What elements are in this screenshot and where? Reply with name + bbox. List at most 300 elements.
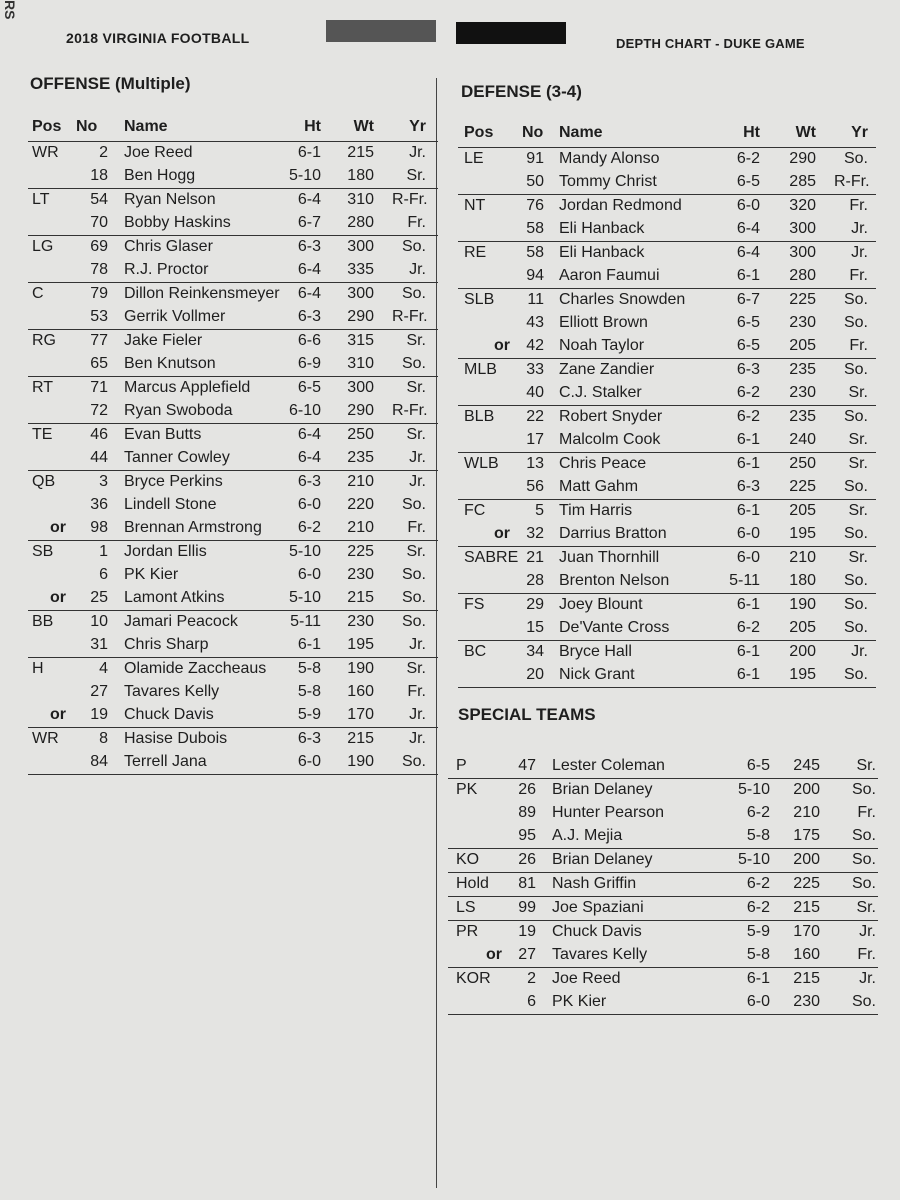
player-weight: 190 (789, 596, 816, 613)
roster-row (458, 148, 876, 171)
player-weight: 215 (347, 144, 374, 161)
player-weight: 300 (347, 238, 374, 255)
player-name: Eli Hanback (559, 220, 645, 237)
player-name: Olamide Zaccheaus (124, 660, 267, 677)
player-year: So. (843, 150, 868, 167)
jersey-number: 69 (90, 238, 108, 255)
roster-row (28, 377, 438, 400)
player-name: Bobby Haskins (124, 214, 231, 231)
jersey-number: 19 (90, 706, 108, 723)
column-header-pos: Pos (32, 118, 62, 135)
jersey-number: 72 (90, 402, 108, 419)
jersey-number: 8 (99, 730, 108, 747)
column-header-row (458, 124, 876, 148)
player-weight: 205 (789, 502, 816, 519)
player-height: 6-0 (297, 496, 321, 513)
player-name: Lindell Stone (124, 496, 217, 513)
player-name: Evan Butts (124, 426, 202, 443)
player-name: Brian Delaney (552, 851, 653, 868)
jersey-number: 28 (526, 572, 544, 589)
player-height: 6-1 (297, 636, 321, 653)
player-weight: 290 (347, 402, 374, 419)
jersey-number: 11 (527, 291, 544, 308)
jersey-number: 36 (90, 496, 108, 513)
player-weight: 190 (347, 753, 374, 770)
roster-row (448, 873, 878, 897)
column-header-ht: Ht (304, 118, 321, 135)
player-year: So. (843, 291, 868, 308)
player-name: Brennan Armstrong (124, 519, 262, 536)
jersey-number: 81 (518, 875, 536, 892)
player-weight: 300 (347, 379, 374, 396)
player-weight: 230 (347, 566, 374, 583)
player-weight: 235 (789, 408, 816, 425)
player-weight: 210 (789, 549, 816, 566)
player-year: Jr. (409, 261, 426, 278)
roster-row (28, 564, 438, 587)
player-name: Tommy Christ (559, 173, 657, 190)
column-header-wt: Wt (795, 124, 816, 141)
player-weight: 225 (793, 875, 820, 892)
player-height: 6-4 (297, 261, 321, 278)
player-year: Fr. (857, 946, 876, 963)
jersey-number: 98 (90, 519, 108, 536)
player-year: So. (401, 589, 426, 606)
player-height: 5-8 (746, 827, 770, 844)
jersey-number: 18 (90, 167, 108, 184)
document-subtitle: DEPTH CHART - DUKE GAME (616, 36, 805, 51)
roster-row (448, 897, 878, 921)
roster-row (458, 476, 876, 500)
roster-row (28, 283, 438, 306)
player-height: 5-10 (288, 589, 321, 606)
player-year: So. (843, 361, 868, 378)
player-height: 6-4 (297, 285, 321, 302)
player-height: 6-3 (297, 308, 321, 325)
position-label: BC (464, 643, 487, 660)
player-name: Tavares Kelly (552, 946, 648, 963)
player-height: 6-5 (736, 337, 760, 354)
player-weight: 215 (347, 589, 374, 606)
alternate-marker: or (50, 589, 66, 606)
jersey-number: 1 (99, 543, 108, 560)
player-year: Sr. (856, 757, 876, 774)
jersey-number: 95 (518, 827, 536, 844)
roster-row (28, 751, 438, 775)
jersey-number: 29 (526, 596, 544, 613)
player-height: 6-5 (297, 379, 321, 396)
player-weight: 230 (347, 613, 374, 630)
player-height: 5-8 (746, 946, 770, 963)
player-name: Noah Taylor (559, 337, 645, 354)
player-weight: 240 (789, 431, 816, 448)
position-label: Hold (456, 875, 489, 892)
roster-row (458, 335, 876, 359)
column-header-no: No (522, 124, 544, 141)
player-weight: 215 (793, 970, 820, 987)
player-year: Fr. (849, 197, 868, 214)
redaction-box (326, 20, 436, 42)
player-weight: 210 (793, 804, 820, 821)
player-year: Jr. (409, 706, 426, 723)
alternate-marker: or (494, 337, 510, 354)
player-year: Fr. (407, 214, 426, 231)
column-header-name: Name (124, 118, 168, 135)
player-year: So. (843, 666, 868, 683)
position-label: TE (32, 426, 53, 443)
alternate-marker: or (50, 519, 66, 536)
player-year: So. (401, 496, 426, 513)
player-height: 6-4 (736, 220, 760, 237)
player-year: So. (851, 875, 876, 892)
player-weight: 315 (347, 332, 374, 349)
player-year: Sr. (406, 426, 426, 443)
position-label: BB (32, 613, 54, 630)
player-name: Bryce Hall (559, 643, 632, 660)
player-weight: 215 (793, 899, 820, 916)
position-label: WLB (464, 455, 499, 472)
jersey-number: 13 (526, 455, 544, 472)
special-teams-title: SPECIAL TEAMS (458, 705, 596, 724)
player-name: Chris Peace (559, 455, 647, 472)
player-name: Hasise Dubois (124, 730, 228, 747)
player-year: Sr. (406, 332, 426, 349)
player-name: Ben Hogg (124, 167, 196, 184)
player-name: Marcus Applefield (124, 379, 251, 396)
player-year: Jr. (409, 636, 426, 653)
roster-row (28, 424, 438, 447)
player-weight: 250 (789, 455, 816, 472)
roster-row (28, 728, 438, 751)
position-label: PK (456, 781, 478, 798)
player-name: Jordan Redmond (559, 197, 682, 214)
roster-row (28, 494, 438, 517)
player-name: Terrell Jana (124, 753, 207, 770)
player-year: Sr. (848, 549, 868, 566)
player-name: Aaron Faumui (559, 267, 660, 284)
player-weight: 245 (793, 757, 820, 774)
player-height: 6-1 (297, 144, 321, 161)
jersey-number: 20 (526, 666, 544, 683)
player-year: R-Fr. (392, 191, 428, 208)
jersey-number: 6 (99, 566, 108, 583)
position-label: LG (32, 238, 54, 255)
player-year: Sr. (848, 431, 868, 448)
player-height: 5-9 (746, 923, 770, 940)
player-height: 6-3 (736, 361, 760, 378)
column-header-pos: Pos (464, 124, 494, 141)
player-height: 6-5 (746, 757, 770, 774)
jersey-number: 31 (90, 636, 108, 653)
column-header-yr: Yr (409, 118, 426, 135)
player-height: 6-0 (746, 993, 770, 1010)
column-header-ht: Ht (743, 124, 760, 141)
player-weight: 250 (347, 426, 374, 443)
player-year: So. (401, 613, 426, 630)
player-height: 6-3 (297, 730, 321, 747)
player-year: Jr. (859, 923, 876, 940)
position-label: WR (32, 730, 59, 747)
player-height: 6-7 (297, 214, 321, 231)
column-header-yr: Yr (851, 124, 868, 141)
jersey-number: 58 (526, 244, 544, 261)
player-height: 6-0 (736, 549, 760, 566)
player-height: 6-5 (736, 173, 760, 190)
player-height: 5-11 (729, 572, 760, 589)
roster-row (458, 382, 876, 406)
player-name: Tanner Cowley (124, 449, 230, 466)
player-height: 5-8 (297, 683, 321, 700)
player-weight: 170 (793, 923, 820, 940)
player-year: So. (851, 993, 876, 1010)
player-height: 6-0 (736, 197, 760, 214)
player-weight: 195 (789, 666, 816, 683)
offense-title: OFFENSE (Multiple) (30, 74, 191, 93)
player-weight: 200 (789, 643, 816, 660)
position-label: FC (464, 502, 486, 519)
roster-row (28, 681, 438, 704)
player-weight: 220 (347, 496, 374, 513)
offense-table (28, 118, 438, 775)
player-weight: 210 (347, 519, 374, 536)
player-height: 5-10 (737, 781, 770, 798)
jersey-number: 22 (526, 408, 544, 425)
roster-row (448, 921, 878, 944)
player-name: Robert Snyder (559, 408, 663, 425)
player-name: Matt Gahm (559, 478, 639, 495)
roster-row (458, 242, 876, 265)
jersey-number: 2 (99, 144, 108, 161)
player-weight: 280 (347, 214, 374, 231)
player-height: 6-1 (736, 267, 760, 284)
player-height: 5-10 (737, 851, 770, 868)
player-height: 6-1 (736, 596, 760, 613)
player-height: 6-3 (736, 478, 760, 495)
jersey-number: 77 (90, 332, 108, 349)
redaction-box (456, 22, 566, 44)
roster-row (458, 195, 876, 218)
roster-row (28, 259, 438, 283)
player-weight: 160 (347, 683, 374, 700)
player-height: 6-0 (297, 753, 321, 770)
player-height: 6-2 (746, 899, 770, 916)
jersey-number: 40 (526, 384, 544, 401)
jersey-number: 27 (90, 683, 108, 700)
player-weight: 230 (789, 384, 816, 401)
player-height: 6-0 (297, 566, 321, 583)
roster-row (458, 359, 876, 382)
player-name: Lester Coleman (552, 757, 665, 774)
player-name: Jordan Ellis (124, 543, 207, 560)
corner-text: RS (2, 0, 18, 20)
position-label: KOR (456, 970, 491, 987)
player-height: 5-8 (297, 660, 321, 677)
roster-row (458, 594, 876, 617)
alternate-marker: or (50, 706, 66, 723)
player-year: So. (843, 596, 868, 613)
player-year: Fr. (849, 267, 868, 284)
player-name: A.J. Mejia (552, 827, 623, 844)
player-height: 5-10 (288, 543, 321, 560)
player-year: So. (401, 238, 426, 255)
player-name: Eli Hanback (559, 244, 645, 261)
player-height: 6-7 (736, 291, 760, 308)
player-year: Jr. (851, 220, 868, 237)
player-weight: 180 (789, 572, 816, 589)
roster-row (28, 236, 438, 259)
roster-row (458, 429, 876, 453)
player-weight: 310 (347, 355, 374, 372)
roster-row (448, 944, 878, 968)
column-header-row (28, 118, 438, 142)
roster-row (28, 330, 438, 353)
jersey-number: 43 (526, 314, 544, 331)
player-height: 6-0 (736, 525, 760, 542)
player-weight: 175 (793, 827, 820, 844)
player-weight: 285 (789, 173, 816, 190)
player-name: Elliott Brown (559, 314, 648, 331)
position-label: SLB (464, 291, 495, 308)
position-label: NT (464, 197, 486, 214)
player-weight: 310 (347, 191, 374, 208)
player-year: So. (843, 314, 868, 331)
player-year: Jr. (409, 473, 426, 490)
player-year: So. (401, 285, 426, 302)
player-height: 6-4 (297, 191, 321, 208)
roster-row (28, 471, 438, 494)
player-name: R.J. Proctor (124, 261, 209, 278)
jersey-number: 94 (526, 267, 544, 284)
jersey-number: 65 (90, 355, 108, 372)
position-label: SABRE (464, 549, 519, 566)
roster-row (28, 704, 438, 728)
roster-row (458, 265, 876, 289)
player-height: 6-3 (297, 473, 321, 490)
player-name: Ryan Swoboda (124, 402, 233, 419)
player-weight: 300 (347, 285, 374, 302)
roster-row (28, 587, 438, 611)
position-label: MLB (464, 361, 497, 378)
player-weight: 235 (347, 449, 374, 466)
player-year: Sr. (848, 502, 868, 519)
player-height: 6-6 (297, 332, 321, 349)
jersey-number: 25 (90, 589, 108, 606)
player-year: So. (843, 572, 868, 589)
player-name: Darrius Bratton (559, 525, 667, 542)
player-height: 6-1 (746, 970, 770, 987)
player-name: Nash Griffin (552, 875, 637, 892)
special-teams-table (448, 755, 878, 1015)
player-height: 6-1 (736, 643, 760, 660)
position-label: RG (32, 332, 56, 349)
jersey-number: 71 (90, 379, 108, 396)
player-name: Hunter Pearson (552, 804, 665, 821)
player-weight: 195 (789, 525, 816, 542)
player-name: Joe Reed (552, 970, 621, 987)
roster-row (448, 991, 878, 1015)
player-weight: 290 (347, 308, 374, 325)
jersey-number: 78 (90, 261, 108, 278)
player-weight: 215 (347, 730, 374, 747)
roster-row (458, 289, 876, 312)
player-year: So. (401, 355, 426, 372)
roster-row (458, 218, 876, 242)
player-height: 6-2 (736, 619, 760, 636)
player-year: So. (843, 619, 868, 636)
player-name: Chuck Davis (552, 923, 642, 940)
jersey-number: 6 (527, 993, 536, 1010)
roster-row (28, 517, 438, 541)
jersey-number: 89 (518, 804, 536, 821)
player-height: 6-1 (736, 431, 760, 448)
player-year: So. (851, 827, 876, 844)
player-year: So. (843, 408, 868, 425)
position-label: LT (32, 191, 50, 208)
jersey-number: 15 (526, 619, 544, 636)
player-name: Chuck Davis (124, 706, 214, 723)
player-year: So. (401, 753, 426, 770)
jersey-number: 54 (90, 191, 108, 208)
roster-row (28, 541, 438, 564)
player-name: Joe Reed (124, 144, 193, 161)
player-name: Brenton Nelson (559, 572, 670, 589)
player-name: Chris Glaser (124, 238, 213, 255)
player-height: 6-1 (736, 666, 760, 683)
jersey-number: 47 (518, 757, 536, 774)
player-year: R-Fr. (392, 308, 428, 325)
player-height: 6-2 (736, 150, 760, 167)
player-weight: 230 (793, 993, 820, 1010)
player-name: Lamont Atkins (124, 589, 225, 606)
player-name: Tim Harris (559, 502, 633, 519)
jersey-number: 84 (90, 753, 108, 770)
player-name: De'Vante Cross (559, 619, 670, 636)
jersey-number: 32 (526, 525, 544, 542)
roster-row (458, 617, 876, 641)
roster-row (28, 353, 438, 377)
player-weight: 280 (789, 267, 816, 284)
jersey-number: 44 (90, 449, 108, 466)
roster-row (28, 634, 438, 658)
player-year: So. (851, 781, 876, 798)
position-label: RT (32, 379, 54, 396)
roster-row (28, 611, 438, 634)
player-name: Malcolm Cook (559, 431, 661, 448)
jersey-number: 50 (526, 173, 544, 190)
roster-row (458, 312, 876, 335)
roster-row (448, 779, 878, 802)
roster-row (458, 664, 876, 688)
player-year: Sr. (406, 379, 426, 396)
position-label: RE (464, 244, 487, 261)
position-label: WR (32, 144, 59, 161)
player-weight: 190 (347, 660, 374, 677)
player-weight: 170 (347, 706, 374, 723)
jersey-number: 33 (526, 361, 544, 378)
roster-row (28, 447, 438, 471)
jersey-number: 34 (526, 643, 544, 660)
player-name: Chris Sharp (124, 636, 209, 653)
player-year: Jr. (851, 244, 868, 261)
player-height: 6-3 (297, 238, 321, 255)
player-name: Charles Snowden (559, 291, 686, 308)
jersey-number: 2 (527, 970, 536, 987)
player-year: Sr. (406, 167, 426, 184)
player-height: 6-4 (297, 449, 321, 466)
player-name: Bryce Perkins (124, 473, 223, 490)
position-label: H (32, 660, 44, 677)
roster-row (458, 641, 876, 664)
